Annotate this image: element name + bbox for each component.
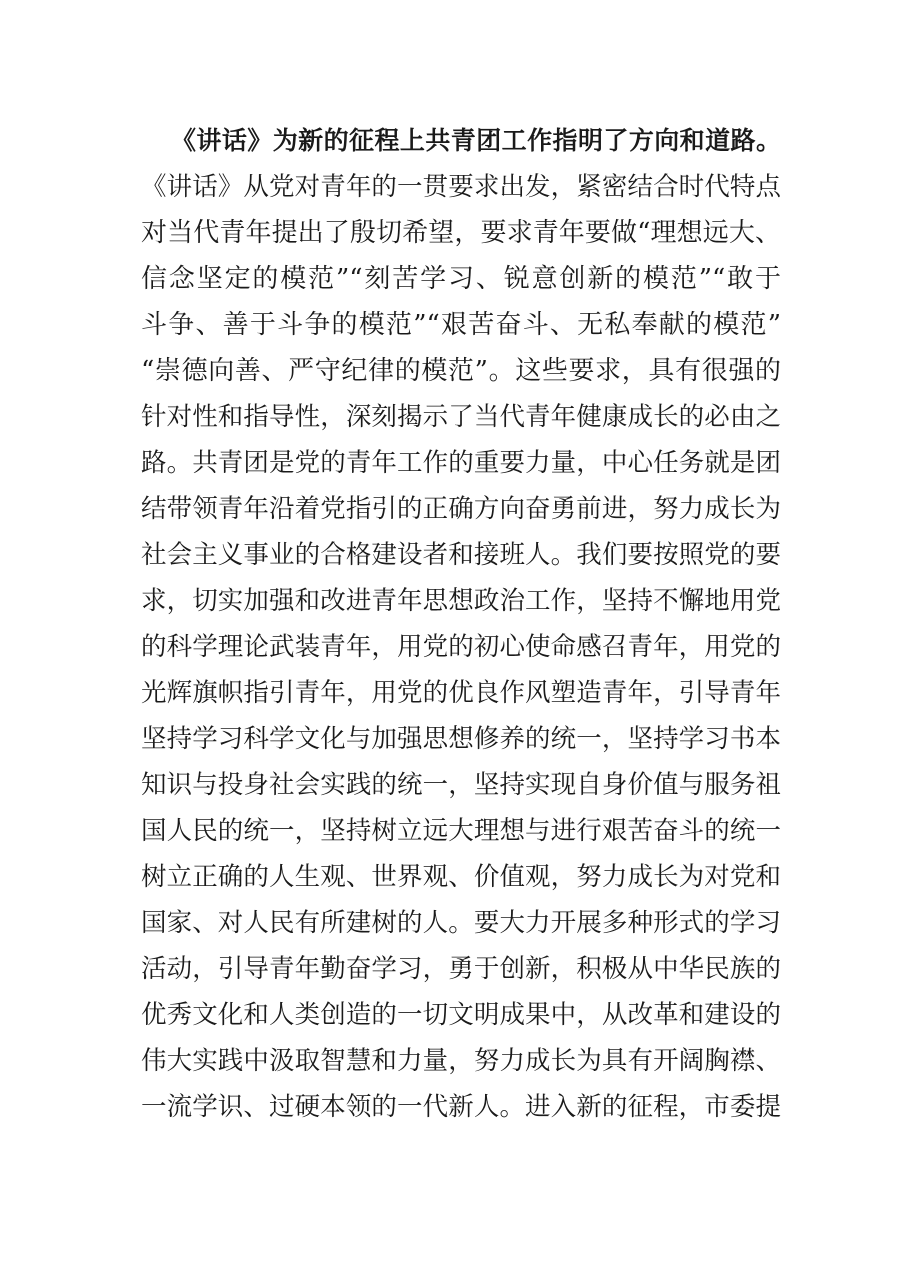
text-line: 光辉旗帜指引青年，用党的优良作风塑造青年，引导青年 [141,678,781,708]
text-line: 结带领青年沿着党指引的正确方向奋勇前进，努力成长为 [141,494,781,524]
text-line: 求，切实加强和改进青年思想政治工作，坚持不懈地用党 [141,586,781,616]
text-line: 路。共青团是党的青年工作的重要力量，中心任务就是团 [141,448,781,478]
text-line: 针对性和指导性，深刻揭示了当代青年健康成长的必由之 [141,402,781,432]
text-line: 斗争、善于斗争的模范”“艰苦奋斗、无私奉献的模范” [141,310,781,340]
text-line: 社会主义事业的合格建设者和接班人。我们要按照党的要 [141,540,781,570]
text-line: 对当代青年提出了殷切希望，要求青年要做“理想远大、 [141,218,781,248]
text-line: 《讲话》从党对青年的一贯要求出发，紧密结合时代特点 [141,172,781,202]
text-line: 国人民的统一，坚持树立远大理想与进行艰苦奋斗的统一 [141,816,781,846]
text-line: 优秀文化和人类创造的一切文明成果中，从改革和建设的 [141,1000,781,1030]
text-line: 活动，引导青年勤奋学习，勇于创新，积极从中华民族的 [141,954,781,984]
text-line: 知识与投身社会实践的统一，坚持实现自身价值与服务祖 [141,770,781,800]
body-text [141,118,781,1130]
text-line: 一流学识、过硬本领的一代新人。进入新的征程，市委提 [141,1092,781,1122]
text-line: 树立正确的人生观、世界观、价值观，努力成长为对党和 [141,862,781,892]
text-line: 国家、对人民有所建树的人。要大力开展多种形式的学习 [141,908,781,938]
text-line: 伟大实践中汲取智慧和力量，努力成长为具有开阔胸襟、 [141,1046,781,1076]
text-line: 坚持学习科学文化与加强思想修养的统一，坚持学习书本 [141,724,781,754]
text-line: 信念坚定的模范”“刻苦学习、锐意创新的模范”“敢于 [141,264,781,294]
heading-sentence: 《讲话》为新的征程上共青团工作指明了方向和道路。 [171,126,781,155]
text-line: “崇德向善、严守纪律的模范”。这些要求，具有很强的 [141,356,781,386]
text-line: 的科学理论武装青年，用党的初心使命感召青年，用党的 [141,632,781,662]
